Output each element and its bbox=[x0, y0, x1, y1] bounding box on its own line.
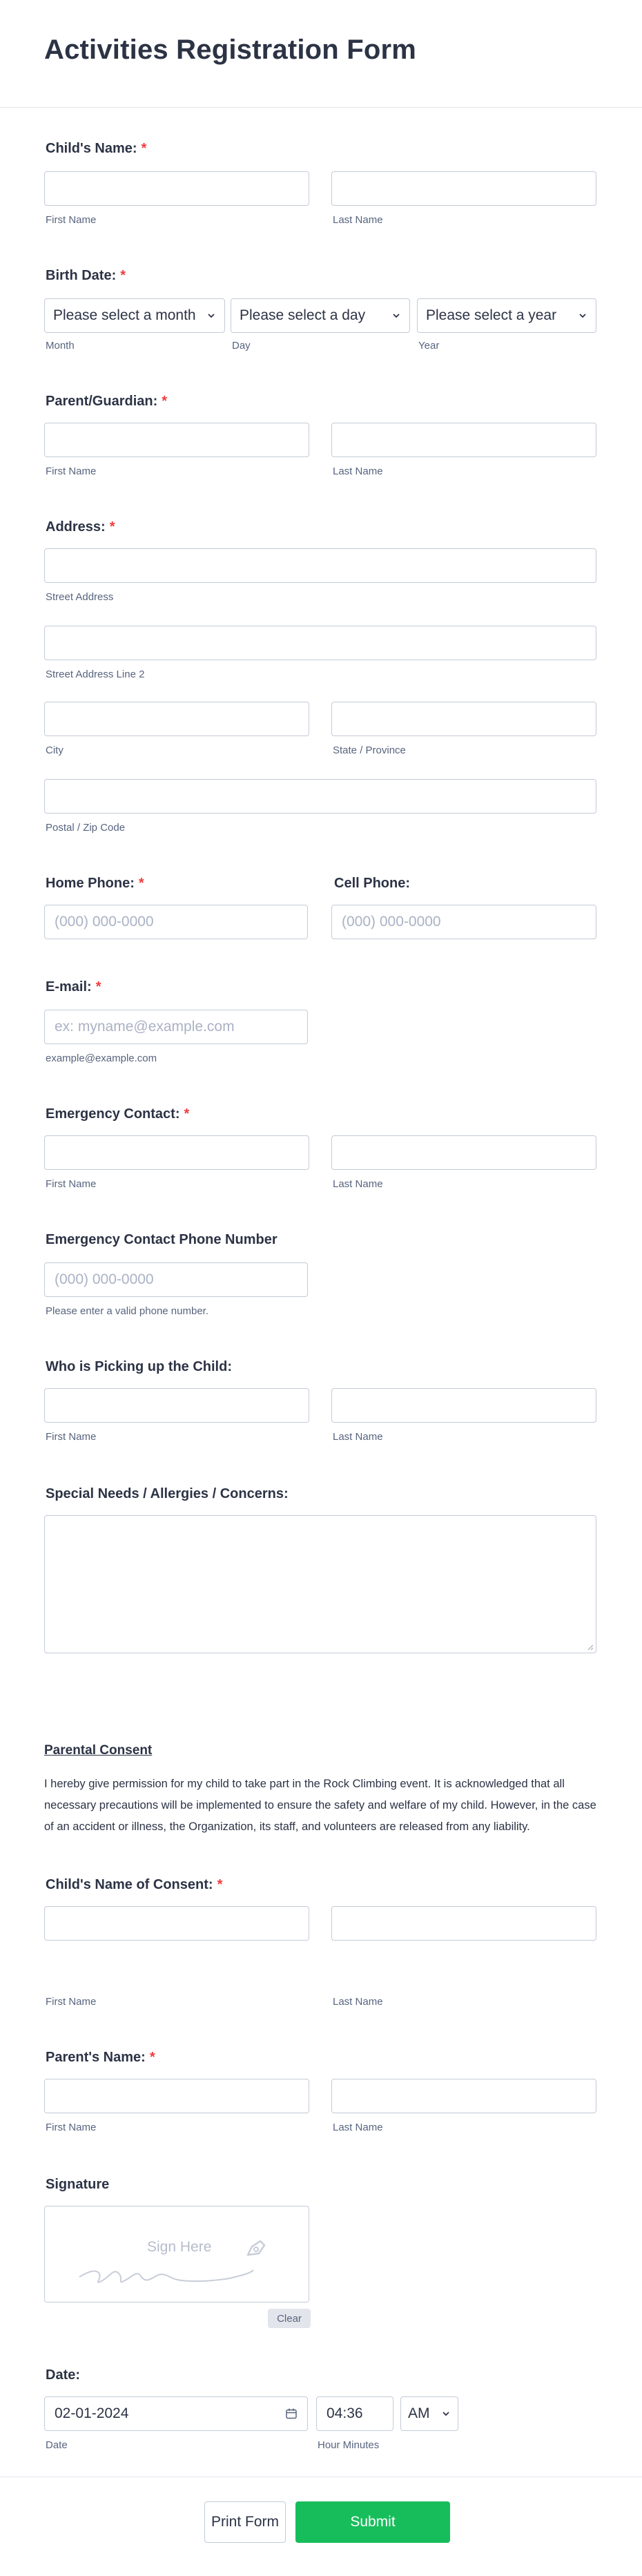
email-sublabel: example@example.com bbox=[46, 1052, 157, 1064]
birth-month-sublabel: Month bbox=[46, 340, 75, 352]
chevron-down-icon bbox=[206, 311, 216, 320]
pickup-label: Who is Picking up the Child: bbox=[46, 1359, 232, 1374]
form-header bbox=[0, 0, 642, 108]
required-marker: * bbox=[184, 1106, 190, 1122]
birth-day-sublabel: Day bbox=[232, 340, 251, 352]
date-sublabel: Date bbox=[46, 2439, 68, 2451]
signature-clear-button[interactable]: Clear bbox=[268, 2309, 311, 2328]
consent-child-first-name-sublabel: First Name bbox=[46, 1996, 97, 2008]
cell-phone-label: Cell Phone: bbox=[334, 876, 411, 891]
required-marker: * bbox=[149, 2050, 155, 2065]
cell-phone-placeholder: (000) 000-0000 bbox=[342, 914, 441, 930]
parents-first-name-sublabel: First Name bbox=[46, 2122, 97, 2133]
time-value: 04:36 bbox=[327, 2405, 363, 2421]
childs-first-name-input[interactable] bbox=[44, 171, 309, 206]
postal-code-input[interactable] bbox=[44, 779, 596, 814]
pickup-last-name-sublabel: Last Name bbox=[333, 1431, 383, 1443]
emergency-phone-placeholder: (000) 000-0000 bbox=[55, 1271, 154, 1287]
parent-last-name-input[interactable] bbox=[331, 423, 596, 457]
print-form-button[interactable]: Print Form bbox=[204, 2501, 286, 2543]
pickup-first-name-sublabel: First Name bbox=[46, 1431, 97, 1443]
street-address-line2-sublabel: Street Address Line 2 bbox=[46, 669, 145, 680]
consent-text: I hereby give permission for my child to take part in the Rock Climbing event. It is acknowledged that all necessary precautions will be implemented to ensure the safety and welfare of my child. However, in the case of an accident or illness, the Organization, its staff, and volunteers are released from any liability. bbox=[44, 1778, 596, 1833]
birth-day-select[interactable] bbox=[231, 298, 410, 333]
childs-last-name-input[interactable] bbox=[331, 171, 596, 206]
required-marker: * bbox=[138, 876, 144, 891]
emergency-last-name-input[interactable] bbox=[331, 1135, 596, 1170]
emergency-first-name-input[interactable] bbox=[44, 1135, 309, 1170]
parents-last-name-sublabel: Last Name bbox=[333, 2122, 383, 2133]
birth-year-value: Please select a year bbox=[426, 307, 557, 323]
time-sublabel: Hour Minutes bbox=[318, 2439, 380, 2451]
required-marker: * bbox=[109, 519, 115, 535]
consent-title: Parental Consent bbox=[44, 1743, 153, 1758]
email-label: E-mail: * bbox=[46, 979, 101, 994]
emergency-contact-label: Emergency Contact: * bbox=[46, 1106, 190, 1122]
birth-date-label: Birth Date: * bbox=[46, 268, 126, 283]
ampm-value: AM bbox=[408, 2405, 430, 2421]
signature-placeholder: Sign Here bbox=[147, 2239, 212, 2255]
emergency-phone-sublabel: Please enter a valid phone number. bbox=[46, 1305, 208, 1317]
childs-name-label: Child's Name: * bbox=[46, 141, 147, 156]
birth-month-select[interactable] bbox=[44, 298, 225, 333]
cell-phone-input[interactable] bbox=[331, 905, 596, 939]
special-needs-textarea[interactable] bbox=[44, 1515, 596, 1653]
birth-year-sublabel: Year bbox=[418, 340, 440, 352]
childs-last-name-sublabel: Last Name bbox=[333, 214, 383, 226]
childs-first-name-sublabel: First Name bbox=[46, 214, 97, 226]
chevron-down-icon bbox=[391, 311, 401, 320]
email-input[interactable] bbox=[44, 1010, 308, 1044]
emergency-phone-label: Emergency Contact Phone Number bbox=[46, 1232, 278, 1247]
submit-button[interactable]: Submit bbox=[295, 2501, 450, 2543]
emergency-first-name-sublabel: First Name bbox=[46, 1178, 97, 1190]
parent-first-name-sublabel: First Name bbox=[46, 465, 97, 477]
calendar-icon[interactable] bbox=[285, 2407, 298, 2420]
date-value: 02-01-2024 bbox=[55, 2405, 129, 2421]
ampm-select[interactable] bbox=[400, 2396, 458, 2431]
signature-label: Signature bbox=[46, 2177, 110, 2192]
required-marker: * bbox=[95, 979, 101, 994]
street-address-sublabel: Street Address bbox=[46, 591, 114, 603]
parents-last-name-input[interactable] bbox=[331, 2079, 596, 2113]
street-address-input[interactable] bbox=[44, 548, 596, 583]
state-province-sublabel: State / Province bbox=[333, 744, 406, 756]
chevron-down-icon bbox=[578, 311, 587, 320]
birth-month-value: Please select a month bbox=[53, 307, 196, 323]
street-address-line2-input[interactable] bbox=[44, 626, 596, 660]
birth-year-select[interactable] bbox=[417, 298, 596, 333]
postal-code-sublabel: Postal / Zip Code bbox=[46, 822, 126, 834]
form-title: Activities Registration Form bbox=[44, 35, 417, 65]
required-marker: * bbox=[120, 268, 126, 283]
state-province-input[interactable] bbox=[331, 702, 596, 736]
emergency-phone-input[interactable] bbox=[44, 1262, 308, 1297]
required-marker: * bbox=[141, 141, 147, 156]
home-phone-input[interactable] bbox=[44, 905, 308, 939]
consent-child-last-name-sublabel: Last Name bbox=[333, 1996, 383, 2008]
consent-child-name-label: Child's Name of Consent: * bbox=[46, 1877, 223, 1892]
city-sublabel: City bbox=[46, 744, 64, 756]
date-input[interactable] bbox=[44, 2396, 308, 2431]
home-phone-placeholder: (000) 000-0000 bbox=[55, 914, 154, 930]
chevron-down-icon bbox=[441, 2409, 451, 2419]
consent-child-last-name-input[interactable] bbox=[331, 1906, 596, 1941]
signature-pad[interactable] bbox=[44, 2206, 309, 2303]
parent-first-name-input[interactable] bbox=[44, 423, 309, 457]
date-label: Date: bbox=[46, 2367, 81, 2383]
parents-first-name-input[interactable] bbox=[44, 2079, 309, 2113]
city-input[interactable] bbox=[44, 702, 309, 736]
resize-grip-icon[interactable] bbox=[587, 1644, 594, 1651]
pen-icon bbox=[242, 2234, 270, 2262]
consent-child-first-name-input[interactable] bbox=[44, 1906, 309, 1941]
required-marker: * bbox=[217, 1877, 223, 1892]
parents-name-label: Parent's Name: * bbox=[46, 2050, 155, 2065]
parent-last-name-sublabel: Last Name bbox=[333, 465, 383, 477]
home-phone-label: Home Phone: * bbox=[46, 876, 144, 891]
required-marker: * bbox=[162, 394, 168, 409]
birth-day-value: Please select a day bbox=[240, 307, 366, 323]
emergency-last-name-sublabel: Last Name bbox=[333, 1178, 383, 1190]
special-needs-label: Special Needs / Allergies / Concerns: bbox=[46, 1486, 289, 1501]
time-input[interactable] bbox=[316, 2396, 393, 2431]
pickup-last-name-input[interactable] bbox=[331, 1388, 596, 1423]
parent-guardian-label: Parent/Guardian: * bbox=[46, 394, 168, 409]
address-label: Address: * bbox=[46, 519, 115, 535]
pickup-first-name-input[interactable] bbox=[44, 1388, 309, 1423]
email-placeholder: ex: myname@example.com bbox=[55, 1019, 235, 1035]
